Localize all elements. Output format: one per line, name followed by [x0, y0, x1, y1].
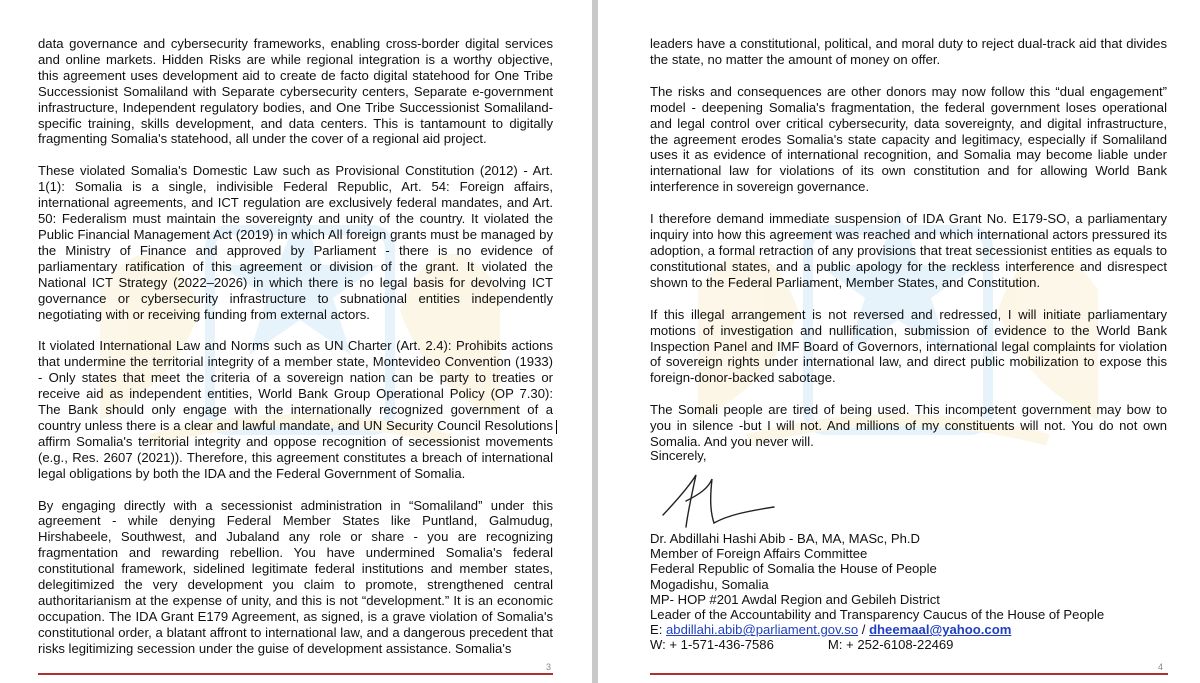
body-paragraph: I therefore demand immediate suspension of IDA Grant No. E179-SO, a parliamentary inquiry into how this agreement was reached and which international actors pressured its adoption, a formal retraction of any provisions that treat secessionist entities as equals to constitutional states, and a public apology for the reckless interference and disrespect shown to the Federal Parliament, Member States, and Constitution.: [650, 211, 1167, 290]
email-link-parliament[interactable]: abdillahi.abib@parliament.gov.so: [666, 622, 859, 638]
signatory-emails: [650, 622, 1104, 637]
right-page-body: [650, 36, 1167, 450]
page-number: 3: [546, 662, 552, 672]
email-label: E:: [650, 622, 667, 638]
signatory-role: Member of Foreign Affairs Committee: [650, 546, 868, 562]
body-paragraph: If this illegal arrangement is not reversed and redressed, I will initiate parliamentary motions of investigation and nullification, submission of evidence to the World Bank Inspection Panel and IMF Board of Governors, international legal complaints for violation of sovereign rights under international law, and direct public mobilization to expose this foreign-donor-backed sabotage.: [650, 306, 1167, 386]
signatory-name: Dr. Abdillahi Hashi Abib - BA, MA, MASc, Ph.D: [650, 531, 920, 546]
body-paragraph: The risks and consequences are other donors may now follow this “dual engagement” model - deepening Somalia's fragmentation, the federal government loses operational and legal control over critical cybersecurity, data sovereignty, and digital infrastructure, the agreement erodes Somalia's state capacity and legitimacy, especially if Somaliland uses it as evidence of international recognition, and Somalia may become liable under international law for violations of its own constitution and for allowing World Bank interference in sovereign governance.: [650, 83, 1167, 195]
left-page-body: [38, 36, 553, 657]
signatory-institution: Federal Republic of Somalia the House of People: [650, 561, 937, 577]
footer-rule: [38, 673, 553, 675]
handwritten-signature: [658, 471, 778, 531]
document-page-3: [0, 0, 592, 683]
email-link-yahoo[interactable]: dheemaal@yahoo.com: [869, 622, 1012, 638]
email-separator: /: [858, 622, 870, 638]
body-paragraph: leaders have a constitutional, political, and moral duty to reject dual-track aid that divides the state, no matter the amount of money on offer.: [650, 36, 1167, 67]
closing: Sincerely,: [650, 448, 707, 463]
body-paragraph: These violated Somalia's Domestic Law such as Provisional Constitution (2012) - Art. 1(1): Somalia is a single, indivisible Federal Republic, Art. 54: Foreign affairs, international agreements, and ICT regulation are exclusively federal mandates, and Art. 50: Federalism must maintain the sovereignty and unity of the country. It violated the Public Financial Management Act (2019) in which All foreign grants must be managed by the Ministry of Finance and approved by Parliament - there is no evidence of parliamentary ratification of this agreement or division of the grant. It violated the National ICT Strategy (2022–2026) in which there is no legal basis for devolving ICT governance or cybersecurity infrastructure to subnational entities independently negotiating with or receiving funding from external actors.: [38, 163, 553, 322]
signatory-phones: [650, 637, 1104, 652]
body-paragraph: It violated International Law and Norms such as UN Charter (Art. 2.4): Prohibits actions that undermine the territorial integrity of a member state, Montevideo Convention (1933) - Only states that meet the criteria of a sovereign nation can be party to treaties or receive aid as independent entities, World Bank Group Operational Policy (OP 7.30): The Bank should only engage with the internationally recognized government of a country unless there is a clear and lawful mandate, and UN Security Council Resolutions affirm Somalia's territorial integrity and oppose recognition of secessionist movements (e.g., Res. 2607 (2021)). Therefore, this agreement constitutes a breach of international legal obligations by both the IDA and the Federal Government of Somalia.: [38, 338, 553, 481]
signatory-city: Mogadishu, Somalia: [650, 576, 769, 592]
body-paragraph: The Somali people are tired of being used. This incompetent government may bow to you in silence -but I will not. And millions of my constituents will not. You do not own Somalia. And you never will.: [650, 402, 1167, 450]
phone-work: W: + 1-571-436-7586: [650, 637, 774, 653]
signatory-caucus: Leader of the Accountability and Transparency Caucus of the House of People: [650, 607, 1105, 623]
page-number: 4: [1158, 662, 1164, 672]
body-paragraph: data governance and cybersecurity frameworks, enabling cross-border digital services and online markets. Hidden Risks are while regional integration is a worthy objective, this agreement uses development aid to create de facto digital statehood for One Tribe Successionist Somaliland with Separate cybersecurity centers, Separate e-government infrastructure, Independent regulatory bodies, and One Tribe Successionist Somaliland-specific training, skills development, and data centers. This is tantamount to digitally fragmenting Somalia's statehood, all under the cover of a regional aid project.: [38, 36, 553, 147]
signatory-seat: MP- HOP #201 Awdal Region and Gebileh District: [650, 591, 940, 607]
body-paragraph: By engaging directly with a secessionist administration in “Somaliland” under this agreement - while denying Federal Member States like Puntland, Galmudug, Hirshabeele, Southwest, and Jubaland any role or share - you are recognizing fragmentation and rewarding rebellion. You have undermined Somalia's federal constitutional framework, sidelined legitimate federal institutions and member states, delegitimized the very development you claim to promote, strengthened central authoritarianism at the expense of unity, and this is not “development.” It is an economic occupation. The IDA Grant E179 Agreement, as signed, is a grave violation of Somalia's constitutional order, a blatant affront to international law, and a dangerous precedent that risks legitimizing secession under the guise of development assistance. Somalia's: [38, 497, 553, 656]
footer-rule: [650, 673, 1168, 675]
phone-mobile: M: + 252-6108-22469: [827, 637, 954, 653]
text-cursor: [556, 420, 557, 434]
document-page-4: [598, 0, 1200, 683]
